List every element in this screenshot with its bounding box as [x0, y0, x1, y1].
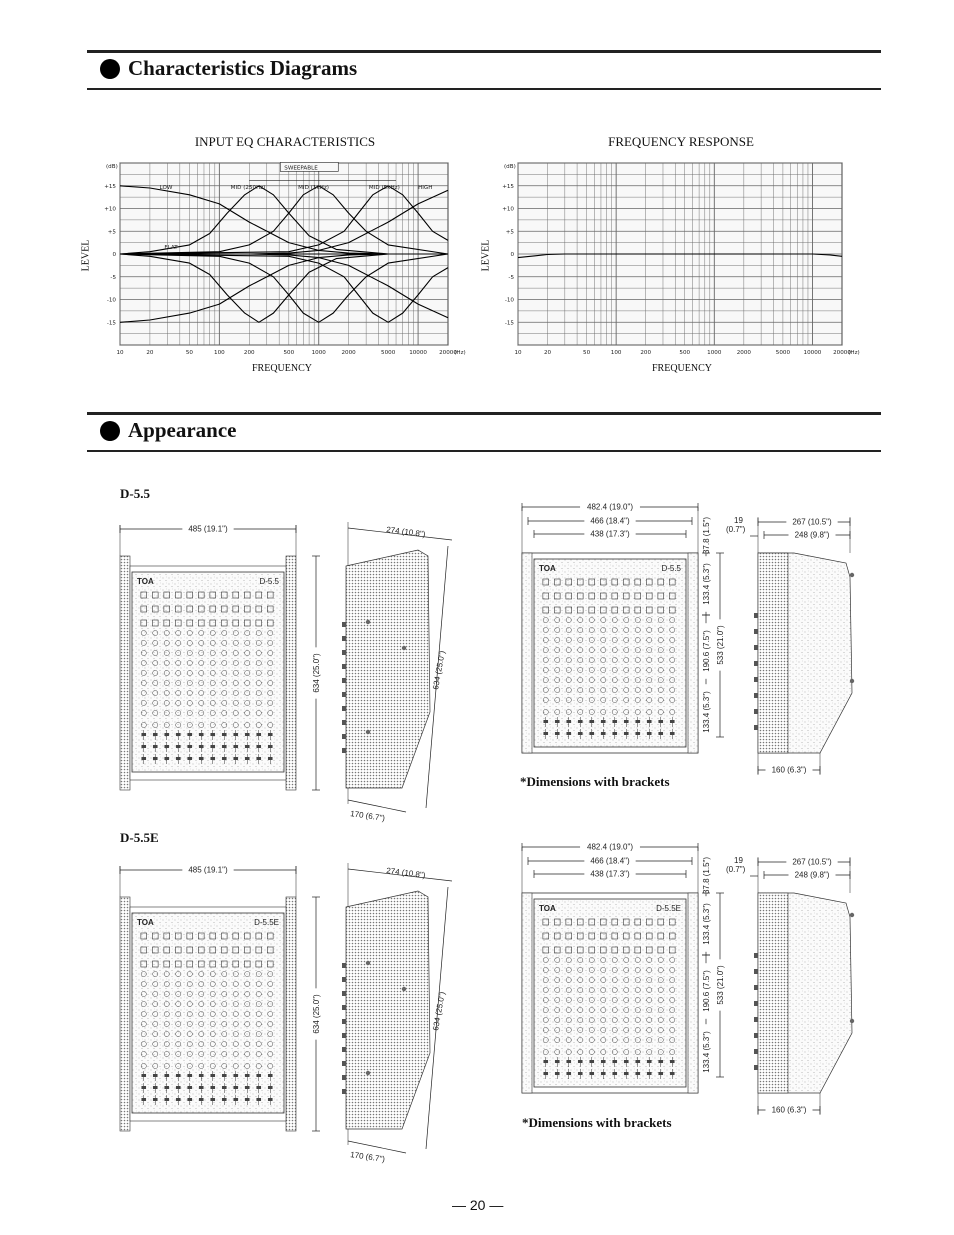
x-tick-label: 2000 [341, 350, 356, 356]
fader-cap [153, 733, 158, 736]
dimension-label: 37.8 (1.5") [702, 856, 711, 895]
screw [850, 1019, 854, 1023]
connector-jack [754, 677, 758, 682]
fader-cap [176, 733, 181, 736]
fader-cap [233, 1074, 238, 1077]
x-tick-label: 100 [214, 350, 225, 356]
y-unit-label: (dB) [106, 164, 118, 170]
fader-cap [268, 1098, 273, 1101]
x-tick-label: 5000 [381, 350, 396, 356]
brand-logo: TOA [137, 577, 154, 586]
x-tick-label: 10 [514, 350, 522, 356]
dimension-label-gap: 19 [734, 856, 743, 865]
connector-jack [342, 650, 346, 655]
screw [402, 646, 406, 650]
fader-cap [199, 1074, 204, 1077]
fader-cap [256, 1098, 261, 1101]
dimension-label: 160 (6.3") [771, 765, 807, 775]
screw [366, 961, 370, 965]
dimension-label-side-height: 634 (25.0") [431, 991, 447, 1032]
fader-cap [245, 1074, 250, 1077]
dimension-label: 438 (17.3") [590, 869, 630, 879]
fader-cap [141, 1086, 146, 1089]
fader-cap [268, 757, 273, 760]
x-tick-label: 20000 [833, 350, 851, 356]
fader-cap [658, 1072, 663, 1075]
fader-cap [233, 757, 238, 760]
x-tick-label: 50 [583, 350, 591, 356]
connector-jack [754, 1049, 758, 1054]
fader-cap [199, 733, 204, 736]
fader-cap [268, 1086, 273, 1089]
fader-cap [222, 745, 227, 748]
dimension-label: 267 (10.5") [792, 857, 832, 867]
annotation-low: LOW [159, 184, 173, 191]
dimension-label: 466 (18.4") [590, 516, 630, 526]
fader-cap [647, 1072, 652, 1075]
annotation-mid-250: MID (250Hz) [230, 184, 266, 191]
fader-cap [658, 732, 663, 735]
chart-title-freq: FREQUENCY RESPONSE [608, 134, 754, 149]
side-panel-left [120, 897, 130, 1131]
x-tick-label: 10000 [409, 350, 427, 356]
fader-cap [210, 1098, 215, 1101]
side-panel-left [120, 556, 130, 790]
side-panel-right [286, 556, 296, 790]
fader-cap [141, 757, 146, 760]
x-tick-label: 1000 [707, 350, 722, 356]
screw [850, 913, 854, 917]
fader-cap [245, 745, 250, 748]
connector-jack [754, 629, 758, 634]
fader-cap [624, 1060, 629, 1063]
dimension-label-depth-top: 274 (10.8") [385, 525, 426, 539]
model-mark: D-5.5 [661, 564, 681, 573]
ylabel-eq: LEVEL [80, 239, 92, 272]
fader-cap [635, 720, 640, 723]
fader-cap [612, 732, 617, 735]
fader-cap [555, 732, 560, 735]
x-tick-label: 2000 [736, 350, 751, 356]
fader-cap [566, 720, 571, 723]
fader-cap [670, 732, 675, 735]
connector-jack [342, 636, 346, 641]
fader-cap [222, 1098, 227, 1101]
fader-cap [164, 1086, 169, 1089]
fader-cap [268, 745, 273, 748]
fader-cap [153, 1074, 158, 1077]
dimension-label: 482.4 (19.0") [587, 502, 633, 512]
fader-cap [543, 720, 548, 723]
dimension-label-gap: (0.7") [726, 865, 746, 874]
brackets-note: *Dimensions with brackets [522, 1115, 672, 1130]
brand-logo: TOA [137, 918, 154, 927]
brand-logo: TOA [539, 904, 556, 913]
ylabel-freq: LEVEL [480, 239, 492, 272]
connector-jack [342, 734, 346, 739]
connector-jack [754, 709, 758, 714]
fader-cap [233, 1086, 238, 1089]
fader-cap [210, 1074, 215, 1077]
annotation-sweepable: SWEEPABLE [284, 165, 318, 172]
y-tick-label: +10 [502, 206, 514, 213]
connector-jack [754, 1017, 758, 1022]
fader-cap [176, 1074, 181, 1077]
fader-cap [578, 1072, 583, 1075]
rack-ear-right [688, 893, 698, 1093]
connector-jack [342, 678, 346, 683]
dimension-label: 438 (17.3") [590, 529, 630, 539]
model-label-d55: D-5.5 [120, 486, 150, 501]
fader-cap [153, 1086, 158, 1089]
x-tick-label: 10000 [803, 350, 822, 356]
fader-cap [153, 757, 158, 760]
fader-cap [601, 1072, 606, 1075]
x-tick-label: 10 [116, 350, 124, 356]
annotation-mid-1k: MID (1kHz) [298, 184, 329, 191]
dimension-label: 485 (19.1") [188, 865, 228, 875]
dimension-label: 248 (9.8") [794, 530, 830, 540]
annotation-mid-5k: MID (5kHz) [368, 184, 400, 191]
fader-cap [578, 1060, 583, 1063]
fader-cap [199, 757, 204, 760]
fader-cap [256, 745, 261, 748]
fader-cap [658, 720, 663, 723]
model-label-d55e: D-5.5E [120, 830, 159, 845]
rack-ear-left [522, 893, 532, 1093]
connector-jack [754, 613, 758, 618]
fader-cap [222, 733, 227, 736]
fader-cap [589, 1060, 594, 1063]
fader-cap [670, 1060, 675, 1063]
xlabel-freq: FREQUENCY [652, 363, 713, 374]
y-tick-label: +15 [104, 183, 116, 190]
y-tick-label: -5 [508, 274, 514, 281]
fader-cap [624, 1072, 629, 1075]
fader-cap [153, 745, 158, 748]
connector-jack [342, 1061, 346, 1066]
fader-cap [670, 720, 675, 723]
connector-jack [342, 1019, 346, 1024]
fader-cap [635, 732, 640, 735]
connector-jack [342, 706, 346, 711]
fader-cap [670, 1072, 675, 1075]
connector-jack [342, 963, 346, 968]
fader-cap [187, 1098, 192, 1101]
y-tick-label: +10 [104, 206, 116, 213]
fader-cap [589, 720, 594, 723]
rack-side-ear [758, 553, 788, 753]
dimension-label: 133.4 (5.3") [702, 563, 711, 605]
connector-jack [342, 664, 346, 669]
fader-cap [141, 1098, 146, 1101]
fader-cap [199, 1086, 204, 1089]
fader-cap [222, 1074, 227, 1077]
connector-jack [342, 1005, 346, 1010]
fader-cap [153, 1098, 158, 1101]
fader-cap [164, 733, 169, 736]
fader-cap [647, 720, 652, 723]
fader-cap [245, 733, 250, 736]
mixer-panel [534, 899, 686, 1087]
fader-cap [233, 733, 238, 736]
dimension-label: 485 (19.1") [188, 524, 228, 534]
dimension-label-side-height: 634 (25.0") [431, 650, 447, 691]
fader-cap [245, 1098, 250, 1101]
fader-cap [624, 720, 629, 723]
fader-cap [635, 1060, 640, 1063]
screw [366, 1071, 370, 1075]
fader-cap [210, 745, 215, 748]
connector-jack [342, 977, 346, 982]
x-tick-label: 50 [185, 350, 194, 356]
fader-cap [589, 732, 594, 735]
fader-cap [187, 733, 192, 736]
fader-cap [141, 745, 146, 748]
fader-cap [601, 720, 606, 723]
y-tick-label: 0 [510, 252, 514, 258]
y-tick-label: 0 [112, 252, 116, 258]
fader-cap [199, 745, 204, 748]
fader-cap [566, 1060, 571, 1063]
fader-cap [268, 733, 273, 736]
fader-cap [210, 1086, 215, 1089]
fader-cap [589, 1072, 594, 1075]
fader-cap [187, 1074, 192, 1077]
connector-jack [754, 1065, 758, 1070]
fader-cap [176, 757, 181, 760]
side-panel-right [286, 897, 296, 1131]
x-unit-label: (Hz) [848, 350, 860, 356]
fader-cap [233, 1098, 238, 1101]
dimension-label: 466 (18.4") [590, 856, 630, 866]
connector-jack [342, 1033, 346, 1038]
dimension-label: 160 (6.3") [771, 1105, 807, 1115]
dimension-label: 190.6 (7.5") [702, 630, 711, 672]
fader-cap [164, 1074, 169, 1077]
x-tick-label: 1000 [311, 350, 326, 356]
dimension-label: 634 (25.0") [312, 994, 321, 1034]
screw [850, 573, 854, 577]
fader-cap [555, 1072, 560, 1075]
y-tick-label: -10 [504, 297, 514, 304]
y-tick-label: +5 [107, 229, 116, 236]
fader-cap [543, 732, 548, 735]
y-tick-label: -15 [504, 320, 514, 327]
dimension-label-gap: 19 [734, 516, 743, 525]
connector-jack [754, 693, 758, 698]
xlabel-eq: FREQUENCY [252, 363, 313, 374]
rack-ear-left [522, 553, 532, 753]
fader-cap [210, 733, 215, 736]
fader-cap [578, 732, 583, 735]
fader-cap [256, 757, 261, 760]
dimension-label: 248 (9.8") [794, 870, 830, 880]
connector-jack [342, 622, 346, 627]
section-title-text: Appearance [128, 418, 237, 442]
fader-cap [141, 733, 146, 736]
fader-cap [555, 1060, 560, 1063]
fader-cap [601, 1060, 606, 1063]
fader-cap [647, 732, 652, 735]
y-unit-label: (dB) [504, 164, 516, 170]
fader-cap [187, 1086, 192, 1089]
y-tick-label: -15 [106, 320, 116, 327]
brackets-note: *Dimensions with brackets [520, 774, 670, 789]
dimension-label: 267 (10.5") [792, 517, 832, 527]
fader-cap [635, 1072, 640, 1075]
connector-jack [342, 720, 346, 725]
annotation-flat: FLAT [164, 244, 178, 251]
dimension-label: 133.4 (5.3") [702, 903, 711, 945]
fader-cap [612, 720, 617, 723]
x-tick-label: 200 [640, 350, 652, 356]
section-title-text: Characteristics Diagrams [128, 56, 358, 80]
fader-cap [176, 1098, 181, 1101]
x-tick-label: 500 [679, 350, 691, 356]
connector-jack [342, 692, 346, 697]
dimension-label-depth-bottom: 170 (6.7") [349, 1150, 386, 1164]
fader-cap [555, 720, 560, 723]
fader-cap [233, 745, 238, 748]
dimension-label-depth-bottom: 170 (6.7") [349, 809, 386, 823]
dimension-label: 533 (21.0") [716, 625, 725, 665]
fader-cap [566, 732, 571, 735]
fader-cap [612, 1060, 617, 1063]
fader-cap [164, 757, 169, 760]
fader-cap [164, 745, 169, 748]
fader-cap [176, 1086, 181, 1089]
x-tick-label: 5000 [775, 350, 791, 356]
connector-jack [754, 645, 758, 650]
fader-cap [164, 1098, 169, 1101]
fader-cap [141, 1074, 146, 1077]
dimension-label: 634 (25.0") [312, 653, 321, 693]
fader-cap [566, 1072, 571, 1075]
fader-cap [199, 1098, 204, 1101]
connector-jack [754, 969, 758, 974]
connector-jack [342, 1089, 346, 1094]
side-profile [346, 891, 430, 1129]
connector-jack [754, 661, 758, 666]
fader-cap [624, 732, 629, 735]
x-tick-label: 20 [146, 350, 154, 356]
fader-cap [187, 745, 192, 748]
y-tick-label: -10 [106, 297, 116, 304]
y-tick-label: -5 [110, 274, 116, 281]
fader-cap [222, 1086, 227, 1089]
x-tick-label: 20 [543, 350, 552, 356]
fader-cap [256, 1074, 261, 1077]
fader-cap [256, 1086, 261, 1089]
fader-cap [210, 757, 215, 760]
connector-jack [754, 1033, 758, 1038]
dimension-label-gap: (0.7") [726, 525, 746, 534]
dimension-label: 133.4 (5.3") [702, 691, 711, 733]
annotation-high: HIGH [418, 184, 433, 191]
fader-cap [601, 732, 606, 735]
dimension-label: 533 (21.0") [716, 965, 725, 1005]
connector-jack [342, 748, 346, 753]
fader-cap [176, 745, 181, 748]
connector-jack [754, 953, 758, 958]
dimension-label-depth-top: 274 (10.8") [385, 866, 426, 880]
fader-cap [187, 757, 192, 760]
page-number: — 20 — [452, 1197, 504, 1213]
screw [402, 987, 406, 991]
dimension-label: 190.6 (7.5") [702, 970, 711, 1012]
fader-cap [222, 757, 227, 760]
fader-cap [658, 1060, 663, 1063]
connector-jack [754, 725, 758, 730]
connector-jack [342, 991, 346, 996]
model-mark: D-5.5E [254, 918, 279, 927]
x-unit-label: (Hz) [454, 350, 466, 356]
y-tick-label: +15 [502, 183, 514, 190]
connector-jack [754, 1001, 758, 1006]
y-tick-label: +5 [505, 229, 514, 236]
connector-jack [754, 985, 758, 990]
screw [366, 730, 370, 734]
x-tick-label: 100 [610, 350, 622, 356]
fader-cap [578, 720, 583, 723]
screw [366, 620, 370, 624]
fader-cap [268, 1074, 273, 1077]
rack-side-ear [758, 893, 788, 1093]
chart-title-eq: INPUT EQ CHARACTERISTICS [194, 134, 376, 149]
model-mark: D-5.5E [656, 904, 681, 913]
model-mark: D-5.5 [259, 577, 279, 586]
fader-cap [543, 1060, 548, 1063]
x-tick-label: 500 [283, 350, 295, 356]
side-profile [346, 550, 430, 788]
screw [850, 679, 854, 683]
dimension-label: 37.8 (1.5") [702, 516, 711, 555]
fader-cap [256, 733, 261, 736]
fader-cap [647, 1060, 652, 1063]
dimension-label: 133.4 (5.3") [702, 1031, 711, 1073]
x-tick-label: 200 [243, 350, 255, 356]
fader-cap [612, 1072, 617, 1075]
fader-cap [245, 757, 250, 760]
rack-ear-right [688, 553, 698, 753]
connector-jack [342, 1047, 346, 1052]
dimension-label: 482.4 (19.0") [587, 842, 633, 852]
fader-cap [543, 1072, 548, 1075]
mixer-panel [534, 559, 686, 747]
fader-cap [245, 1086, 250, 1089]
brand-logo: TOA [539, 564, 556, 573]
x-tick-label: 20000 [439, 350, 457, 356]
connector-jack [342, 1075, 346, 1080]
